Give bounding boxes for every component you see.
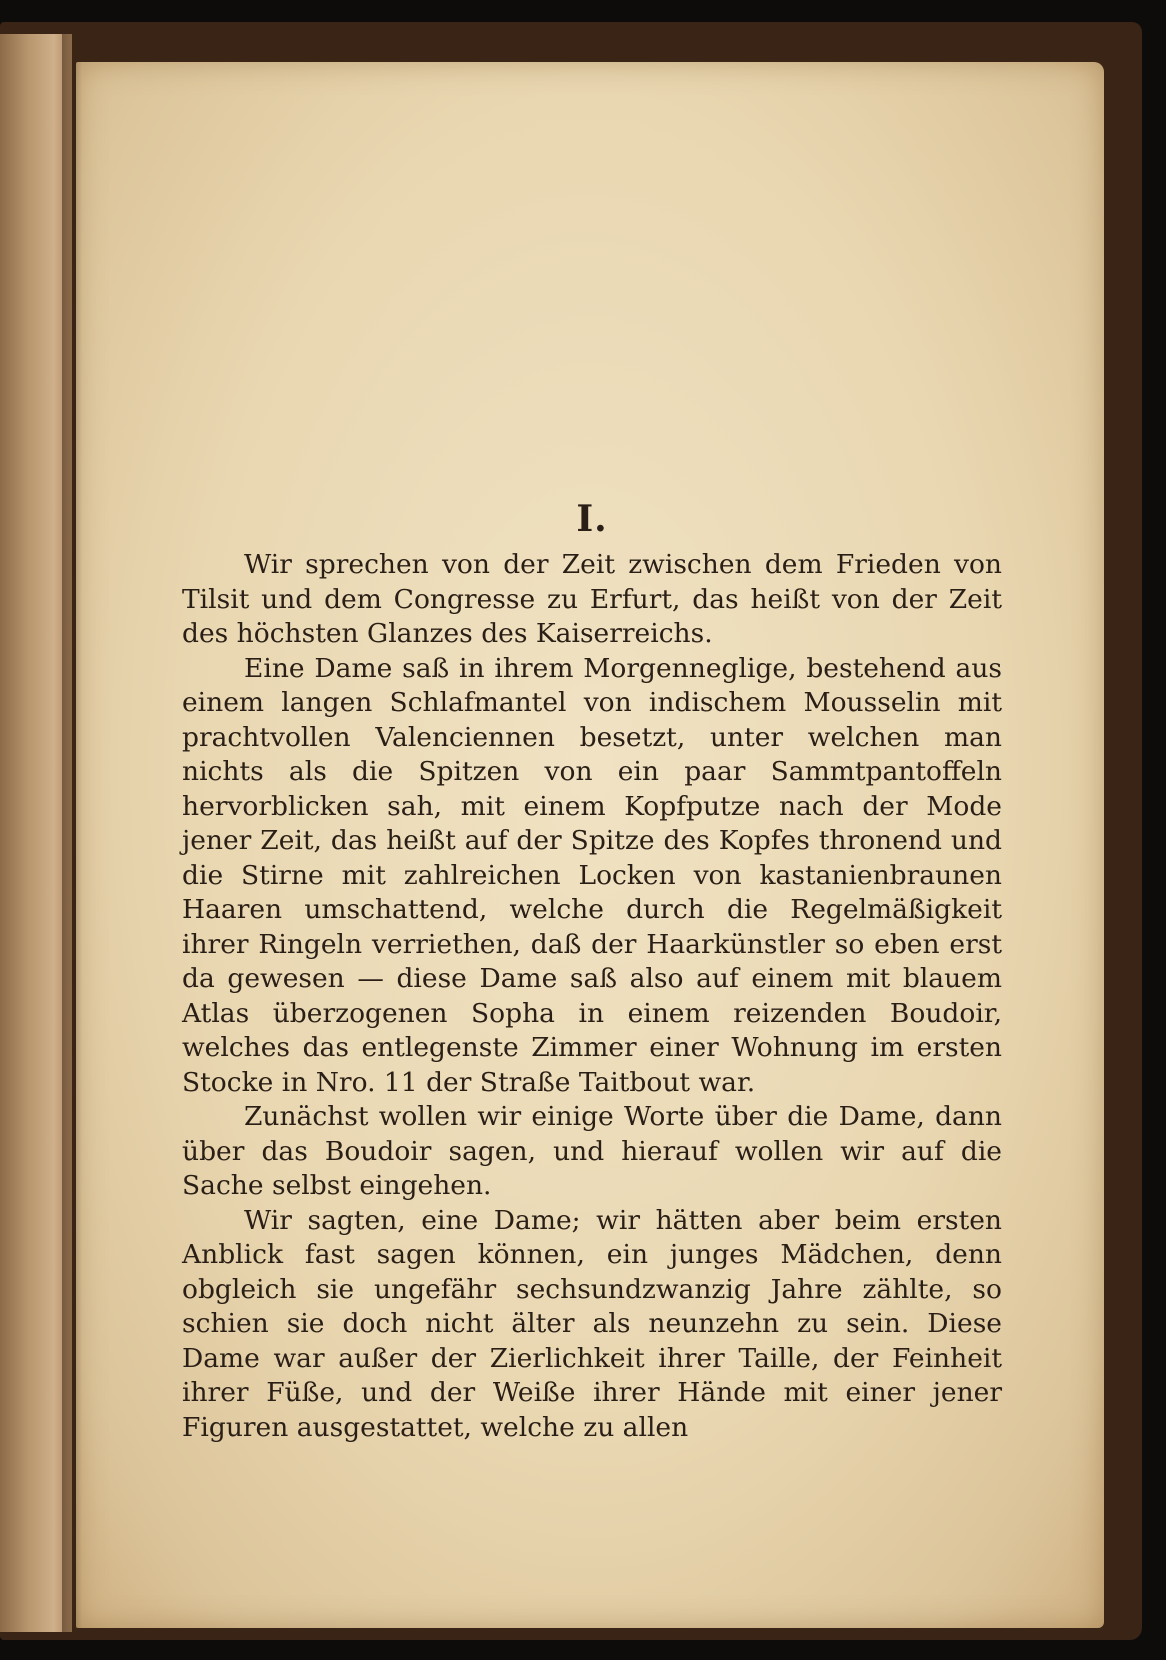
paragraph: Wir sprechen von der Zeit zwischen dem Frieden von Tilsit und dem Congresse zu Erfurt, das heißt von der Zeit des höchsten Glanzes des Kaiserreichs. [182, 549, 1002, 649]
paragraph: Zunächst wollen wir einige Worte über die Dame, dann über das Boudoir sagen, und hierauf wollen wir auf die Sache selbst eingehen. [182, 1101, 1002, 1201]
paragraph: Wir sagten, eine Dame; wir hätten aber beim ersten Anblick fast sagen können, ein junges Mädchen, denn obgleich sie ungefähr sechsundzwanzig Jahre zählte, so schien sie doch nicht älter als neunzehn zu sein. Diese Dame war außer der Zierlichkeit ihrer Taille, der Feinheit ihrer Füße, und der Weiße ihrer Hände mit einer jener Figuren ausgestattet, welche zu allen [182, 1204, 1002, 1443]
paragraph: Eine Dame saß in ihrem Morgenneglige, bestehend aus einem langen Schlafmantel von indischem Mousselin mit prachtvollen Valenciennen besetzt, unter welchen man nichts als die Spitzen von ein paar Sammtpantoffeln hervorblicken sah, mit einem Kopfputze nach der Mode jener Zeit, das heißt auf der Spitze des Kopfes thronend und die Stirne mit zahlreichen Locken von kastanienbraunen Haaren umschattend, welche durch die Regelmäßigkeit ihrer Ringeln verriethen, daß der Haarkünstler so eben erst da gewesen — diese Dame saß also auf einem mit blauem Atlas überzogenen Sopha in einem reizenden Boudoir, welches das entlegenste Zimmer einer Wohnung im ersten Stocke in Nro. 11 der Straße Taitbout war. [182, 652, 1002, 1098]
page-text [182, 498, 1002, 1445]
spine-shadow [62, 34, 82, 1632]
chapter-heading: I. [576, 498, 608, 540]
